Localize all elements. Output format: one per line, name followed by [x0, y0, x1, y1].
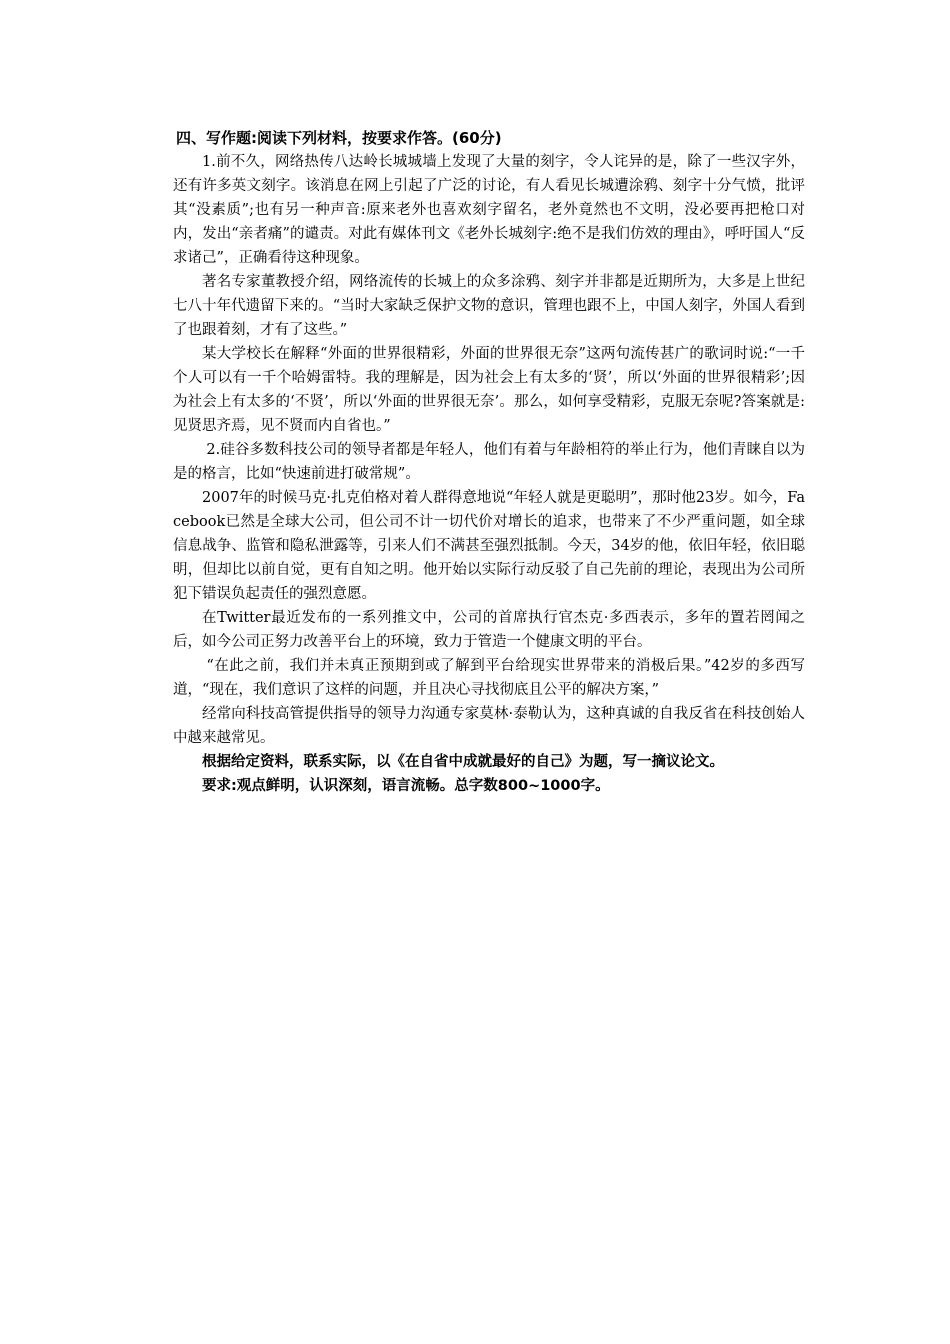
question-heading: 四、写作题:阅读下列材料，按要求作答。(60分): [176, 129, 502, 147]
material-paragraph-3: 某大学校长在解释“外面的世界很精彩，外面的世界很无奈”这两句流传甚广的歌词时说:“一千个人可以有一千个哈姆雷特。我的理解是，因为社会上有太多的‘贤’，所以‘外面的世界很精彩’;因为社会上有太多的‘不贤’，所以‘外面的世界很无奈’。那么，如何享受精彩，克服无奈呢?答案就是:见贤思齐焉，见不贤而内自省也。”: [173, 346, 805, 434]
writing-requirement: 要求:观点鲜明，认识深刻，语言流畅。总字数800~1000字。: [202, 778, 610, 794]
material-paragraph-6: 在Twitter最近发布的一系列推文中，公司的首席执行官杰克·多西表示，多年的置若罔闻之后，如今公司正努力改善平台上的环境，致力于管造一个健康文明的平台。: [173, 610, 805, 650]
material-paragraph-7: “在此之前，我们并未真正预期到或了解到平台给现实世界带来的消极后果。”42岁的多西写道，“现在，我们意识了这样的问题，并且决心寻找彻底且公平的解决方案，”: [173, 658, 805, 698]
material-paragraph-5: 2007年的时候马克·扎克伯格对着人群得意地说“年轻人就是更聪明”，那时他23岁。如今，Facebook已然是全球大公司，但公司不计一切代价对增长的追求，也带来了不少严重问题，如全球信息战争、监管和隐私泄露等，引来人们不满甚至强烈抵制。今天，34岁的他，依旧年轻，依旧聪明，但却比以前自觉，更有自知之明。他开始以实际行动反驳了自己先前的理论，表现出为公司所犯下错误负起责任的强烈意愿。: [173, 490, 805, 602]
document-body: [173, 126, 805, 798]
writing-instruction: 根据给定资料，联系实际，以《在自省中成就最好的自己》为题，写一摘议论文。: [202, 754, 724, 770]
material-paragraph-1: 1.前不久，网络热传八达岭长城城墙上发现了大量的刻字，令人诧异的是，除了一些汉字外，还有许多英文刻字。该消息在网上引起了广泛的讨论，有人看见长城遭涂鸦、刻字十分气愤，批评其“没素质”;也有另一种声音:原来老外也喜欢刻字留名，老外竟然也不文明，没必要再把枪口对内，发出“亲者痛”的谴责。对此有媒体刊文《老外长城刻字:绝不是我们仿效的理由》，呼吁国人“反求诸己”，正确看待这种现象。: [173, 154, 805, 266]
material-paragraph-2: 著名专家董教授介绍，网络流传的长城上的众多涂鸦、刻字并非都是近期所为，大多是上世纪七八十年代遗留下来的。“当时大家缺乏保护文物的意识，管理也跟不上，中国人刻字，外国人看到了也跟着刻，才有了这些。”: [173, 274, 805, 338]
material-paragraph-4: 2.硅谷多数科技公司的领导者都是年轻人，他们有着与年龄相符的举止行为，他们青睐自以为是的格言，比如“快速前进打破常规”。: [173, 442, 805, 482]
material-paragraph-8: 经常向科技高管提供指导的领导力沟通专家莫林·泰勒认为，这种真诚的自我反省在科技创始人中越来越常见。: [173, 706, 805, 746]
